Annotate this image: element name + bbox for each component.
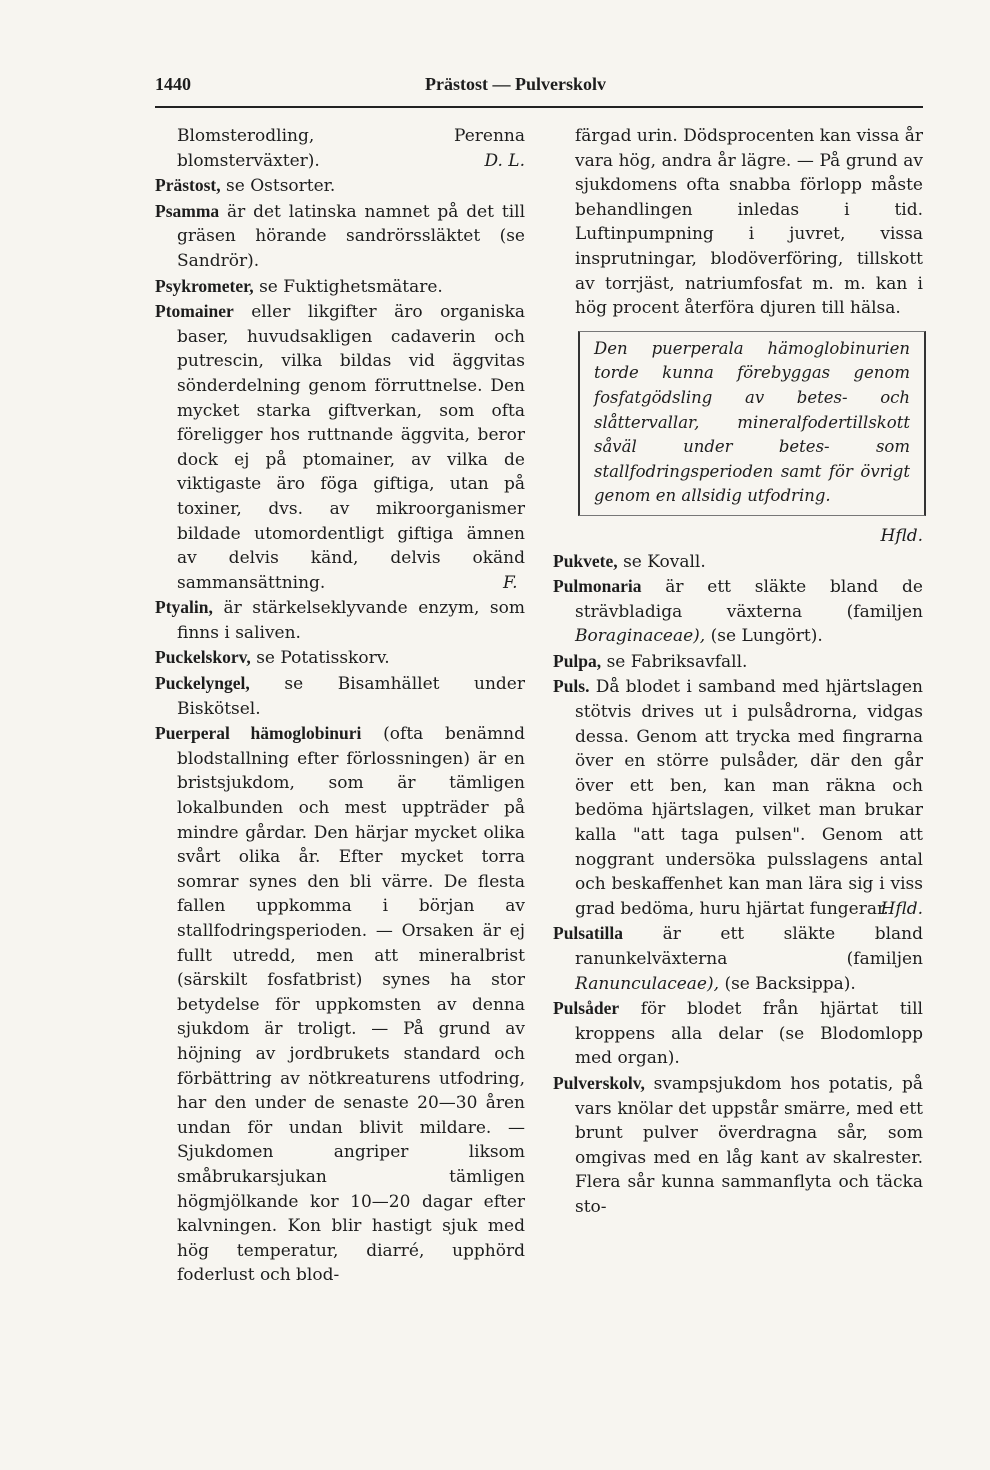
entry-pulmonaria: Pulmonaria är ett släkte bland de strävbladiga växterna (familjen Boraginaceae), (se Lungört). (553, 576, 923, 647)
entry-ptomainer: Ptomainer eller likgifter äro organiska baser, huvudsakligen cadaverin och putrescin, vilka bildas vid äggvitas sönderdelning genom förruttnelse. Den mycket starka giftverkan, som ofta föreligger hos ruttnande äggvita, beror dock ej på ptomainer, av vilka de viktigaste äro föga giftiga, utan på toxiner, dvs. av mikroorganismer bildade utomordentligt giftiga ämnen av delvis känd, delvis okänd sammansättning. F. (155, 301, 526, 593)
headword: Pulpa, (553, 650, 602, 671)
entry-pulsatilla: Pulsatilla är ett släkte bland ranunkelväxterna (familjen Ranunculaceae), (se Backsippa). (553, 923, 923, 994)
entry-puerperal: Puerperal hämoglobinuri (ofta benämnd blodstallning efter förlossningen) är en bristsjukdom, som är tämligen lokalbunden och mest uppträder på mindre gårdar. Den härjar mycket olika svårt olika år. Efter mycket torra somrar synes den bli värre. De flesta fallen uppkomma i början av stallfodringsperioden. — Orsaken är ej fullt utredd, men att mineralbrist (särskilt fosfatbrist) synes ha stor betydelse för uppkomsten av denna sjukdom är troligt. — På grund av höjning av jordbrukets standard och förbättring av nötkreaturens utfodring, har den under de senaste 20—30 åren undan för undan blivit mildare. — Sjukdomen angriper liksom småbrukarsjukan tämligen högmjölkande kor 10—20 dagar efter kalvningen. Kon blir hastigt sjuk med hög temperatur, diarré, upphörd foderlust och blod- (155, 723, 526, 1286)
entry-prastost: Prästost, se Ostsorter. (155, 175, 336, 197)
entry-pulsader: Pulsåder för blodet från hjärtat till kroppens alla delar (se Blodomlopp med organ). (553, 998, 923, 1069)
entry-pulverskolv: Pulverskolv, svampsjukdom hos potatis, på vars knölar det uppstår smärre, med ett brunt pulver överdragna sår, som omgivas med en låg kant av skalrester. Flera sår kunna sammanflyta och täcka sto- (553, 1072, 923, 1217)
headword: Puls. (553, 676, 590, 697)
entry-continuation-perenna: Blomsterodling, Perenna blomsterväxter). D. L. (155, 124, 525, 173)
author-signature: Hfld. (880, 898, 923, 919)
note-box: Den puerperala hämoglobinurien torde kunna förebyggas genom fosfatgödsling av betes- och slåttervallar, mineralfodertillskott såväl under betes- som stallfodringsperioden samt för övrigt genom en allsidig utfodring. (578, 331, 926, 516)
entry-puckelyngel: Puckelyngel, se Bisamhället under Biskötsel. (155, 673, 525, 719)
headword: Ptyalin, (155, 597, 213, 618)
entry-psamma: Psamma är det latinska namnet på det till gräsen hörande sandrörssläktet (se Sandrör). (155, 200, 526, 271)
entry-psykrometer: Psykrometer, se Fuktighetsmätare. (155, 275, 443, 297)
headword: Ptomainer (155, 301, 234, 322)
headword: Pulmonaria (553, 576, 642, 597)
left-column (155, 124, 525, 1288)
entry-pukvete: Pukvete, se Kovall. (553, 550, 706, 572)
headword: Puckelskorv, (155, 647, 251, 668)
entry-ptyalin: Ptyalin, är stärkelseklyvande enzym, som finns i saliven. (155, 597, 526, 643)
entry-puckelskorv: Puckelskorv, se Potatisskorv. (155, 647, 390, 669)
headword: Pulsåder (553, 998, 620, 1019)
running-title: Prästost — Pulverskolv (425, 74, 606, 94)
headword: Psykrometer, (155, 275, 254, 296)
headword: Pulverskolv, (553, 1072, 645, 1093)
header-rule (155, 106, 923, 108)
headword: Pulsatilla (553, 923, 624, 944)
page-number: 1440 (155, 74, 191, 94)
author-signature: Hfld. (880, 525, 923, 546)
author-signature: D. L. (484, 150, 525, 171)
headword: Prästost, (155, 175, 221, 196)
entry-pulpa: Pulpa, se Fabriksavfall. (553, 650, 748, 672)
headword: Puerperal hämoglobinuri (155, 723, 362, 744)
page-header (155, 74, 923, 102)
right-column (553, 124, 923, 1220)
entry-puls: Puls. Då blodet i samband med hjärtslagen stötvis drives ut i pulsådrorna, vidgas dessa. Genom att trycka med fingrarna över en större pulsåder, där den går över ett ben, kan man räkna och bedöma hjärtslagen, vilket man brukar kalla "att taga pulsen". Genom att noggrant undersöka pulsslagens antal och beskaffenhet kan man lära sig i viss grad bedöma, huru hjärtat fungerar. Hfld. (553, 674, 923, 921)
headword: Pukvete, (553, 550, 618, 571)
headword: Psamma (155, 200, 220, 221)
headword: Puckelyngel, (155, 673, 250, 694)
entry-continuation-puerperal: färgad urin. Dödsprocenten kan vissa år vara hög, andra år lägre. — På grund av sjukdomens ofta snabba förlopp måste behandlingen inledas i tid. Luftinpumpning i juvret, vissa insprutningar, blodöverföring, tillskott av torrjäst, natriumfosfat m. m. kan i hög procent återföra djuren till hälsa. (575, 126, 923, 319)
